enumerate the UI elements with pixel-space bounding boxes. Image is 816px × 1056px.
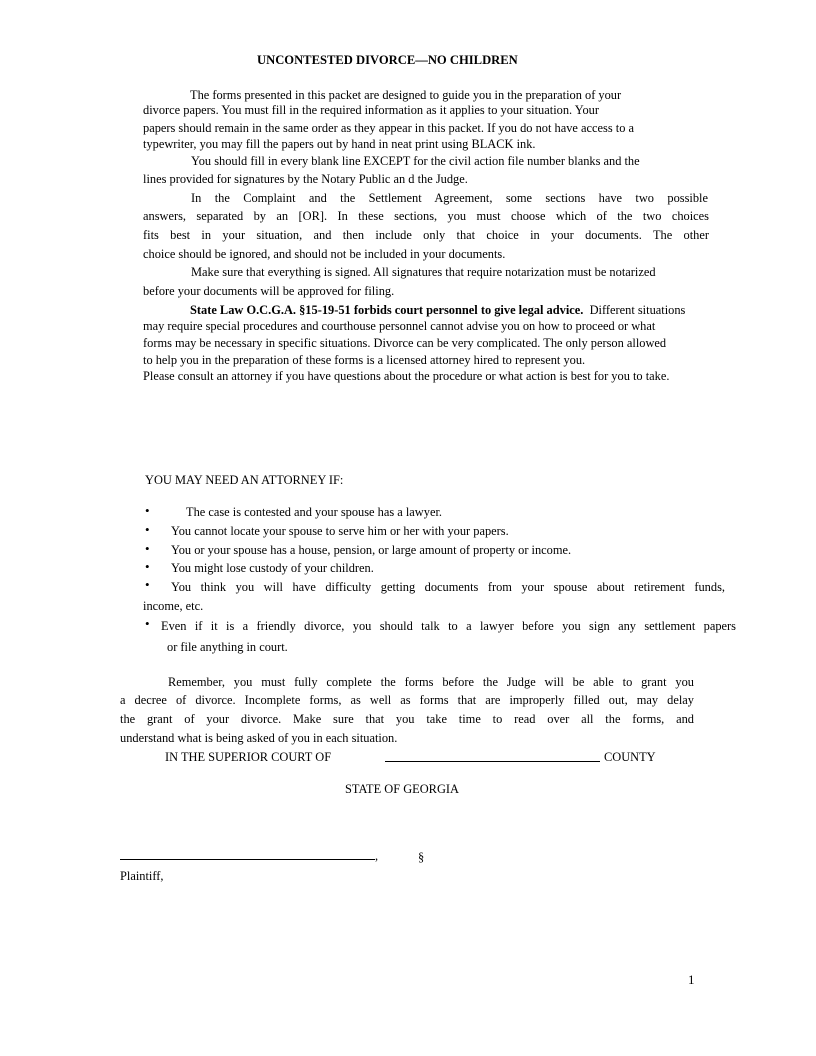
attorney-item: You think you will have difficulty getting documents from your spouse about retirement funds, bbox=[171, 580, 725, 594]
legal-advice-notice: State Law O.C.G.A. §15-19-51 forbids court personnel to give legal advice. bbox=[190, 303, 584, 317]
document-title: UNCONTESTED DIVORCE—NO CHILDREN bbox=[257, 53, 518, 67]
intro-p1-line: typewriter, you may fill the papers out by hand in neat print using BLACK ink. bbox=[143, 137, 536, 151]
attorney-item-continuation: or file anything in court. bbox=[167, 640, 288, 654]
court-suffix: COUNTY bbox=[604, 750, 656, 764]
bullet-icon: • bbox=[145, 503, 150, 518]
intro-p1-line: The forms presented in this packet are designed to guide you in the preparation of your bbox=[190, 88, 622, 102]
state-name: STATE OF GEORGIA bbox=[345, 782, 459, 796]
reminder-line: a decree of divorce. Incomplete forms, as well as forms that are improperly filled out, may delay bbox=[120, 693, 694, 707]
bullet-icon: • bbox=[145, 577, 150, 592]
intro-p2-line: You should fill in every blank line EXCEPT for the civil action file number blanks and the bbox=[191, 154, 640, 168]
intro-p1-line: papers should remain in the same order as they appear in this packet. If you do not have access to a bbox=[143, 121, 634, 135]
reminder-line: Remember, you must fully complete the forms before the Judge will be able to grant you bbox=[168, 675, 694, 689]
intro-p4-line: before your documents will be approved for filing. bbox=[143, 284, 395, 298]
bullet-icon: • bbox=[145, 616, 150, 631]
attorney-item: You might lose custody of your children. bbox=[171, 561, 374, 575]
intro-p3-line: In the Complaint and the Settlement Agreement, some sections have two possible bbox=[191, 191, 708, 205]
intro-p5-rest: Different situations bbox=[589, 303, 686, 317]
intro-p4-line: Make sure that everything is signed. All signatures that require notarization must be notarized bbox=[191, 265, 656, 279]
page-number: 1 bbox=[688, 972, 695, 987]
intro-p5-line: forms may be necessary in specific situations. Divorce can be very complicated. The only person allowed bbox=[143, 336, 667, 350]
bullet-icon: • bbox=[145, 559, 150, 574]
intro-p5-line: Please consult an attorney if you have questions about the procedure or what action is best for you to take. bbox=[143, 369, 670, 383]
reminder-line: the grant of your divorce. Make sure that you take time to read over all the forms, and bbox=[120, 712, 694, 726]
section-symbol: § bbox=[418, 850, 425, 864]
bullet-icon: • bbox=[145, 541, 150, 556]
reminder-line: understand what is being asked of you in each situation. bbox=[120, 731, 398, 745]
attorney-heading: YOU MAY NEED AN ATTORNEY IF: bbox=[145, 473, 344, 487]
court-prefix: IN THE SUPERIOR COURT OF bbox=[165, 750, 332, 764]
attorney-item: The case is contested and your spouse has a lawyer. bbox=[186, 505, 442, 519]
intro-p3-line: fits best in your situation, and then include only that choice in your documents. The other bbox=[143, 228, 709, 242]
attorney-item: Even if it is a friendly divorce, you should talk to a lawyer before you sign any settlement papers bbox=[161, 619, 736, 633]
intro-p5-line: to help you in the preparation of these forms is a licensed attorney hired to represent you. bbox=[143, 353, 586, 367]
intro-p3-line: choice should be ignored, and should not be included in your documents. bbox=[143, 247, 506, 261]
county-blank-line bbox=[385, 761, 600, 762]
plaintiff-comma: , bbox=[375, 849, 379, 863]
plaintiff-label: Plaintiff, bbox=[120, 869, 164, 883]
intro-p1-line: divorce papers. You must fill in the required information as it applies to your situation. Your bbox=[143, 103, 599, 117]
intro-p3-line: answers, separated by an [OR]. In these sections, you must choose which of the two choices bbox=[143, 209, 709, 223]
intro-p2-line: lines provided for signatures by the Notary Public an d the Judge. bbox=[143, 172, 468, 186]
attorney-item-continuation: income, etc. bbox=[143, 599, 204, 613]
attorney-item: You or your spouse has a house, pension, or large amount of property or income. bbox=[171, 543, 572, 557]
intro-p5-line: may require special procedures and courthouse personnel cannot advise you on how to proceed or what bbox=[143, 319, 656, 333]
plaintiff-name-line bbox=[120, 859, 375, 860]
bullet-icon: • bbox=[145, 522, 150, 537]
attorney-item: You cannot locate your spouse to serve him or her with your papers. bbox=[171, 524, 509, 538]
